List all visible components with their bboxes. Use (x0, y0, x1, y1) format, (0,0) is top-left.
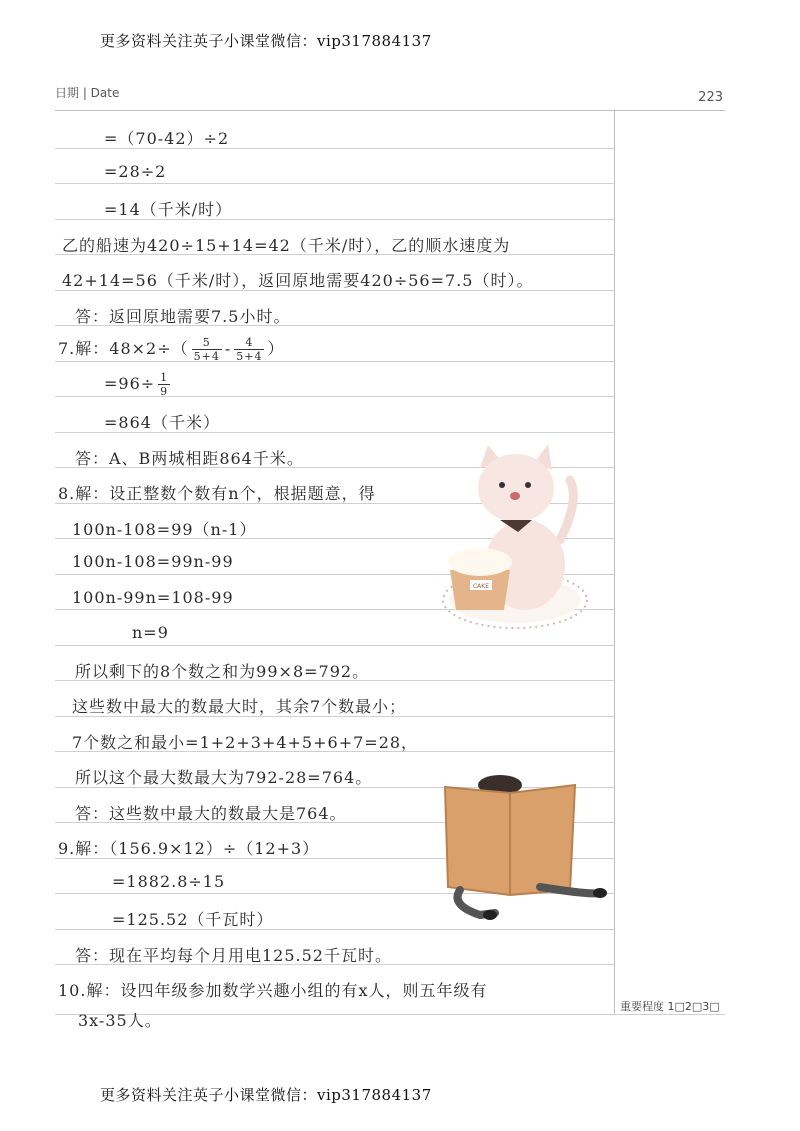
margin-vertical-rule (614, 110, 615, 1015)
fraction-numerator: 5 (192, 336, 222, 350)
solution-line: =1882.8÷15 (112, 872, 226, 891)
fraction-denominator: 9 (160, 385, 169, 398)
fraction (192, 336, 222, 363)
fraction-numerator: 1 (160, 371, 169, 384)
fraction-denominator: 5+4 (236, 350, 263, 363)
solution-line: 100n-108=99（n-1） (72, 520, 257, 539)
fraction (234, 336, 264, 363)
minus-sign: - (224, 339, 232, 358)
solution-line: =864（千米） (104, 413, 220, 432)
solution-line: 这些数中最大的数最大时，其余7个数最小； (72, 697, 407, 716)
ruled-line (55, 645, 615, 646)
solution-line (104, 371, 173, 398)
solution-line: 100n-99n=108-99 (72, 588, 234, 607)
ruled-line (55, 183, 615, 184)
cake-label: CAKE (472, 583, 490, 590)
solution-line: n=9 (132, 623, 169, 642)
problem-9-line: 9.解：（156.9×12）÷（12+3） (58, 839, 320, 858)
solution-line: =125.52（千瓦时） (112, 910, 274, 929)
answer-line: 答：A、B两城相距864千米。 (75, 449, 304, 468)
page-number: 223 (698, 90, 723, 105)
answer-line: 答：现在平均每个月用电125.52千瓦时。 (75, 946, 392, 965)
expression-text: ） (267, 339, 285, 358)
solution-line: 7个数之和最小=1+2+3+4+5+6+7=28， (72, 733, 419, 752)
problem-7-line (58, 336, 284, 363)
expression-text: 7.解：48×2÷（ (58, 339, 189, 358)
answer-line: 答：这些数中最大的数最大是764。 (75, 804, 347, 823)
cat-illustration (440, 440, 590, 630)
fraction-numerator: 4 (234, 336, 264, 350)
solution-line: 所以这个最大数最大为792-28=764。 (75, 768, 373, 787)
solution-line: =28÷2 (104, 162, 167, 181)
page-top-rule (55, 110, 725, 111)
solution-line: 3x-35人。 (78, 1011, 162, 1030)
header-watermark-note: 更多资料关注英子小课堂微信：vip317884137 (100, 32, 432, 50)
expression-text: =96÷ (104, 374, 156, 393)
solution-line: =（70-42）÷2 (104, 129, 230, 148)
solution-line: 所以剩下的8个数之和为99×8=792。 (75, 662, 370, 681)
problem-8-line: 8.解：设正整数个数有n个，根据题意，得 (58, 484, 376, 503)
problem-10-line: 10.解：设四年级参加数学兴趣小组的有x人，则五年级有 (58, 981, 488, 1000)
reading-person-illustration (440, 775, 610, 935)
date-label: 日期 | Date (55, 86, 120, 100)
fraction-denominator: 5+4 (193, 350, 220, 363)
footer-watermark-note: 更多资料关注英子小课堂微信：vip317884137 (100, 1086, 432, 1104)
answer-line: 答：返回原地需要7.5小时。 (75, 307, 291, 326)
solution-line: 42+14=56（千米/时），返回原地需要420÷56=7.5（时）。 (62, 271, 534, 290)
fraction (158, 371, 170, 398)
solution-line: 100n-108=99n-99 (72, 552, 234, 571)
importance-rating: 重要程度 1□2□3□ (620, 1000, 720, 1013)
solution-line: =14（千米/时） (104, 200, 233, 219)
solution-line: 乙的船速为420÷15+14=42（千米/时），乙的顺水速度为 (62, 236, 511, 255)
